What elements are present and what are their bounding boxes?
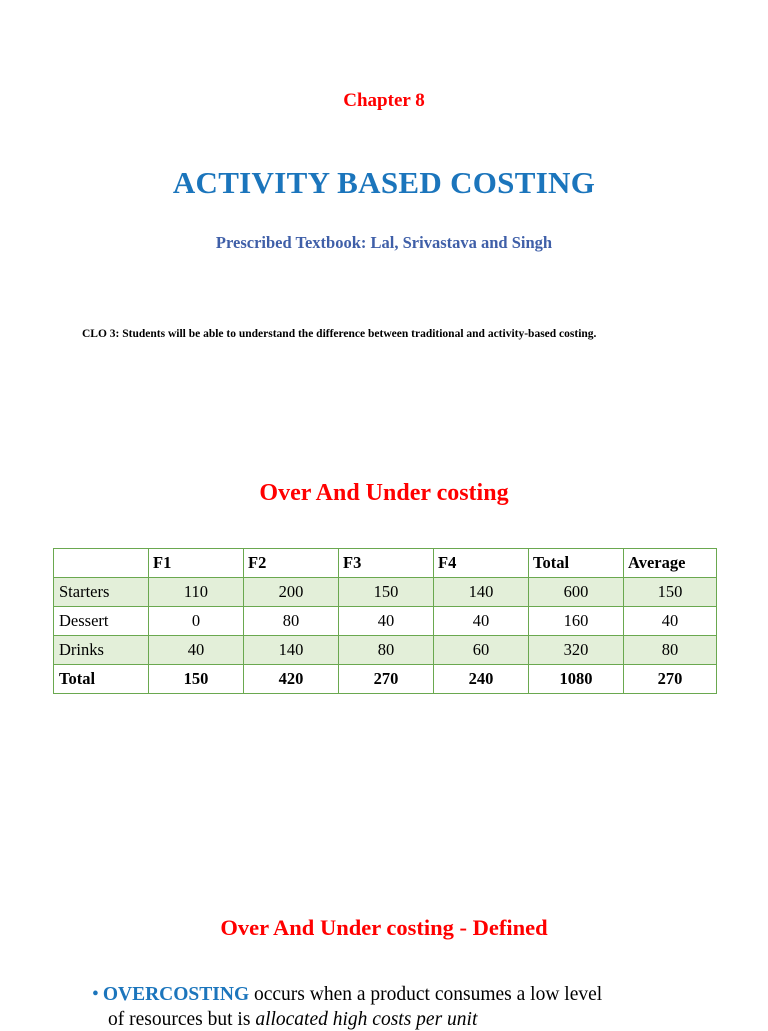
table-cell: 150: [624, 578, 717, 607]
table-cell: 80: [339, 636, 434, 665]
table-cell: 40: [434, 607, 529, 636]
table-cell: 80: [624, 636, 717, 665]
table-cell: 240: [434, 665, 529, 694]
section-title-over-under: Over And Under costing: [259, 480, 509, 506]
table-cell: 40: [339, 607, 434, 636]
header-cell: [54, 549, 149, 578]
header-cell: F3: [339, 549, 434, 578]
table-cell: 40: [149, 636, 244, 665]
table-cell: 160: [529, 607, 624, 636]
section-title-defined: Over And Under costing - Defined: [220, 915, 548, 940]
table-cell: 0: [149, 607, 244, 636]
table-cell: 320: [529, 636, 624, 665]
table-row: [54, 636, 717, 665]
header-cell: F4: [434, 549, 529, 578]
table-cell: 200: [244, 578, 339, 607]
chapter-label: Chapter 8: [343, 90, 425, 111]
main-title: ACTIVITY BASED COSTING: [172, 165, 596, 200]
table-cell: 60: [434, 636, 529, 665]
table-cell: 270: [339, 665, 434, 694]
table-cell: 1080: [529, 665, 624, 694]
table-cell: 80: [244, 607, 339, 636]
costing-table: [53, 548, 717, 694]
table-row: [54, 578, 717, 607]
table-cell: 150: [149, 665, 244, 694]
bullet-overcosting: [92, 984, 732, 1006]
table-cell: 110: [149, 578, 244, 607]
table-cell: 600: [529, 578, 624, 607]
bullet-keyword: OVERCOSTING: [102, 984, 250, 1005]
bullet-text: occurs when a product consumes a low level: [249, 984, 603, 1005]
bullet-text: of resources but is: [108, 1009, 256, 1030]
table-cell: 420: [244, 665, 339, 694]
table-total-row: [54, 665, 717, 694]
table-cell: 140: [434, 578, 529, 607]
header-cell: F2: [244, 549, 339, 578]
bullet-italic-text: allocated high costs per unit: [255, 1009, 478, 1030]
table-cell: 150: [339, 578, 434, 607]
textbook-subtitle: Prescribed Textbook: Lal, Srivastava and Singh: [215, 233, 553, 252]
table-header-row: [54, 549, 717, 578]
bullet-dot-icon: •: [92, 984, 99, 1005]
table-row: [54, 607, 717, 636]
table-cell: 140: [244, 636, 339, 665]
header-cell: Total: [529, 549, 624, 578]
row-label: Starters: [54, 578, 149, 607]
row-label: Drinks: [54, 636, 149, 665]
row-label: Dessert: [54, 607, 149, 636]
table-cell: 40: [624, 607, 717, 636]
bullet-continuation: [108, 1009, 748, 1031]
header-cell: Average: [624, 549, 717, 578]
clo-statement: CLO 3: Students will be able to understand the difference between traditional and activity-based costing.: [82, 328, 597, 340]
row-label: Total: [54, 665, 149, 694]
table-cell: 270: [624, 665, 717, 694]
header-cell: F1: [149, 549, 244, 578]
